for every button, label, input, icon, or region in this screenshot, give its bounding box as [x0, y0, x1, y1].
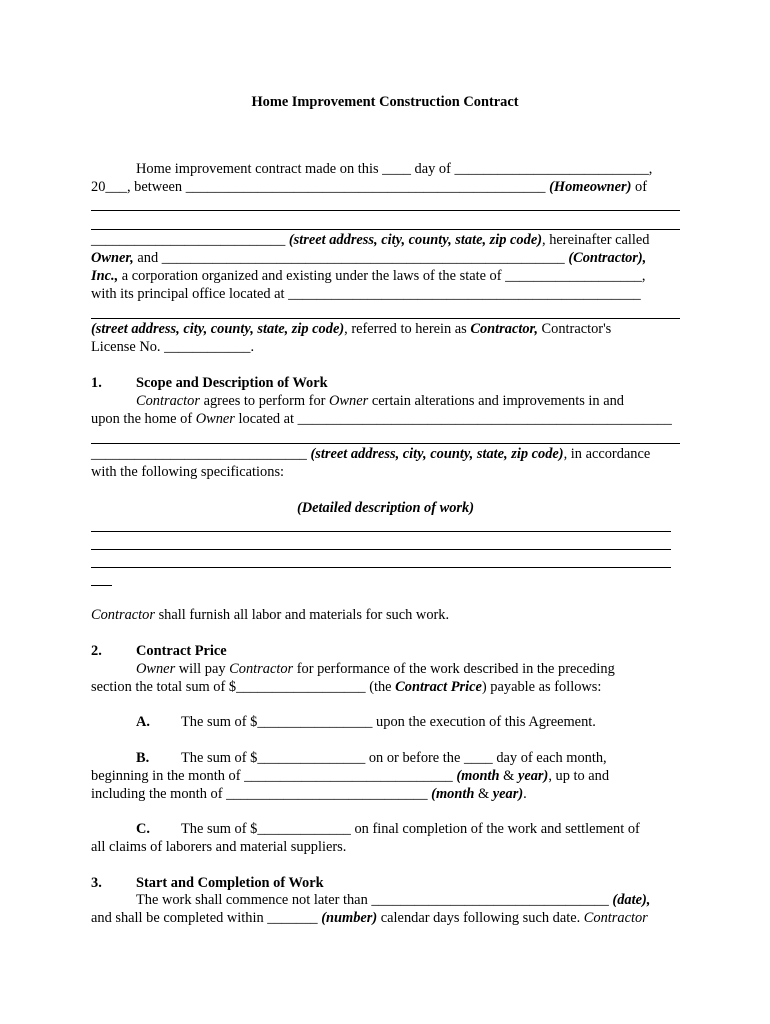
payment-b-line-3: including the month of ____________________________ (month & year).: [91, 786, 527, 802]
blank-line: [91, 318, 680, 319]
blank-line: [91, 443, 680, 444]
intro-line-6: Inc., a corporation organized and existing under the laws of the state of ___________________,: [91, 268, 646, 284]
payment-a: A. The sum of $________________ upon the execution of this Agreement.: [136, 714, 596, 730]
intro-line-2: 20___, between __________________________________________________ (Homeowner) of: [91, 179, 648, 195]
section-3-line-1: The work shall commence not later than _________________________________ (date),: [136, 892, 651, 908]
section-1-line-1: Contractor agrees to perform for Owner certain alterations and improvements in and: [136, 393, 624, 409]
furnish-statement: Contractor shall furnish all labor and materials for such work.: [91, 607, 450, 623]
section-1-line-2: upon the home of Owner located at ____________________________________________________: [91, 411, 672, 427]
intro-line-9: (street address, city, county, state, zip code), referred to herein as Contractor, Contractor's: [91, 321, 612, 337]
intro-line-10: License No. ____________.: [91, 339, 255, 355]
description-line: [91, 531, 671, 532]
description-line: [91, 567, 671, 568]
section-3-heading: 3. Start and Completion of Work: [91, 875, 324, 891]
intro-line-5: Owner, and ________________________________________________________ (Contractor),: [91, 250, 647, 266]
intro-line-7: with its principal office located at _________________________________________________: [91, 286, 641, 302]
section-2-line-2: section the total sum of $__________________ (the Contract Price) payable as follows:: [91, 679, 602, 695]
section-1-heading: 1. Scope and Description of Work: [91, 375, 328, 391]
payment-b-line-1: B. The sum of $_______________ on or before the ____ day of each month,: [136, 750, 607, 766]
description-line: [91, 549, 671, 550]
payment-c-line-2: all claims of laborers and material suppliers.: [91, 839, 347, 855]
section-2-line-1: Owner will pay Contractor for performance of the work described in the preceding: [136, 661, 615, 677]
detail-description-heading: (Detailed description of work): [296, 500, 475, 516]
payment-c-line-1: C. The sum of $_____________ on final completion of the work and settlement of: [136, 821, 640, 837]
section-1-line-4: ______________________________ (street address, city, county, state, zip code), in accordance: [91, 446, 651, 462]
blank-line: [91, 229, 680, 230]
payment-b-line-2: beginning in the month of _____________________________ (month & year), up to and: [91, 768, 610, 784]
section-1-line-5: with the following specifications:: [91, 464, 285, 480]
description-line: [91, 585, 112, 586]
blank-line: [91, 210, 680, 211]
intro-line-1: Home improvement contract made on this ____ day of ___________________________,: [136, 161, 653, 177]
intro-line-4: ___________________________ (street address, city, county, state, zip code), hereinafter called: [91, 232, 650, 248]
section-3-line-2: and shall be completed within _______ (number) calendar days following such date. Contractor: [91, 910, 648, 926]
document-title: Home Improvement Construction Contract: [251, 94, 519, 110]
section-2-heading: 2. Contract Price: [91, 643, 227, 659]
